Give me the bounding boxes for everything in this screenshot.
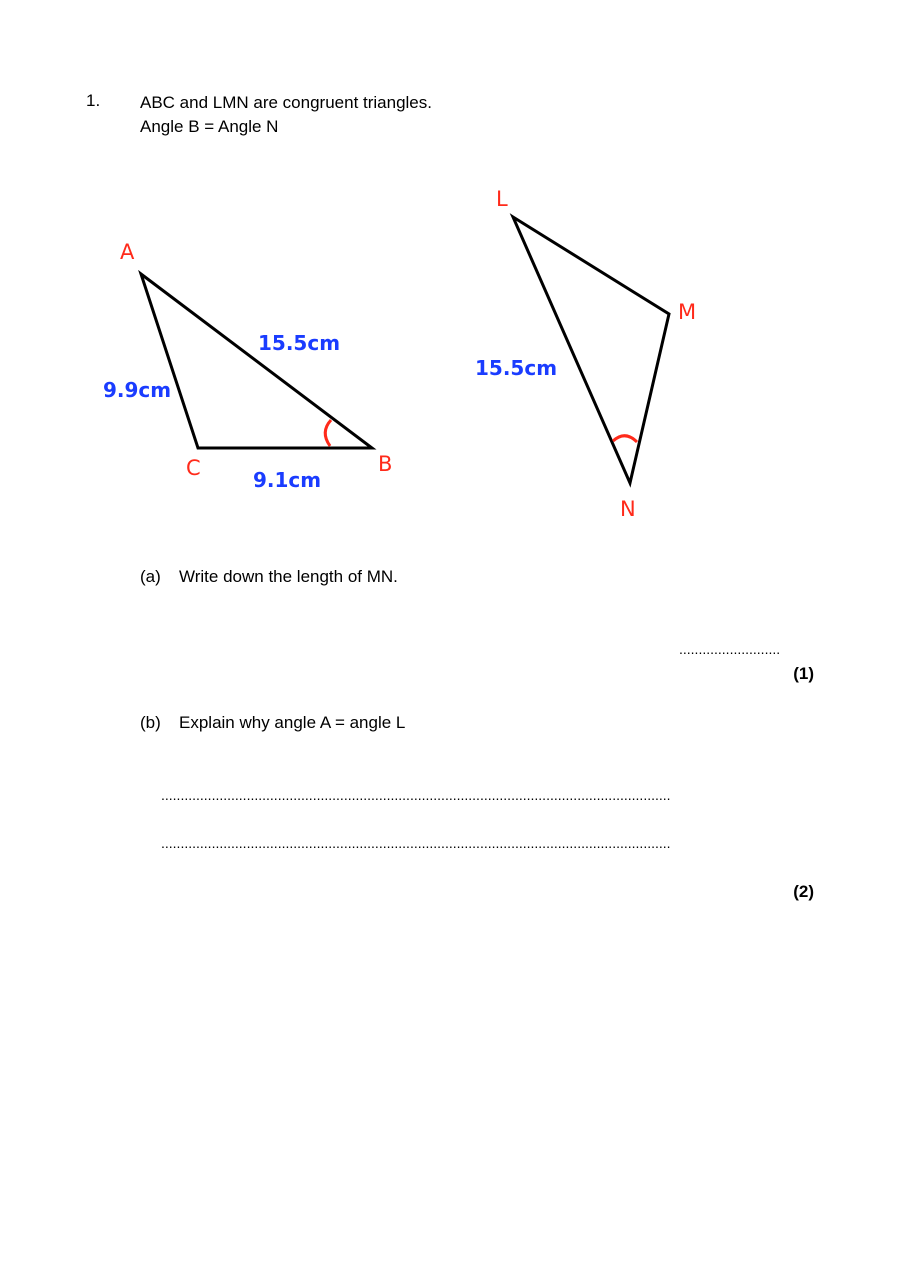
part-a-marks: (1)	[793, 664, 814, 683]
side-ac-label: 9.9cm	[103, 378, 172, 402]
part-a-label: (a)	[140, 567, 161, 586]
question-line-2: Angle B = Angle N	[140, 117, 279, 136]
side-cb-label: 9.1cm	[253, 468, 322, 492]
side-ab-label: 15.5cm	[258, 331, 341, 355]
part-b-answer-line-1[interactable]: ...................................................................................................................................	[161, 787, 671, 803]
part-b-question: Explain why angle A = angle L	[179, 713, 406, 732]
question-stem	[140, 91, 432, 139]
angle-n-arc	[613, 436, 637, 442]
part-a-answer-line[interactable]: ..........................	[679, 641, 781, 657]
question-number: 1.	[86, 91, 101, 110]
vertex-l-label: L	[496, 187, 508, 211]
vertex-a-label: A	[120, 240, 135, 264]
triangles-figure	[0, 180, 900, 530]
vertex-b-label: B	[378, 452, 393, 476]
part-a-question: Write down the length of MN.	[179, 567, 398, 586]
part-b-label: (b)	[140, 713, 161, 732]
side-ln-label: 15.5cm	[475, 356, 558, 380]
part-b-marks: (2)	[793, 882, 814, 901]
angle-b-arc	[325, 420, 331, 446]
vertex-n-label: N	[620, 497, 636, 521]
triangle-abc	[141, 274, 372, 448]
question-line-1: ABC and LMN are congruent triangles.	[140, 93, 432, 112]
vertex-m-label: M	[678, 300, 697, 324]
part-b-answer-line-2[interactable]: ...................................................................................................................................	[161, 835, 671, 851]
triangle-lmn	[513, 217, 669, 483]
vertex-c-label: C	[186, 456, 201, 480]
